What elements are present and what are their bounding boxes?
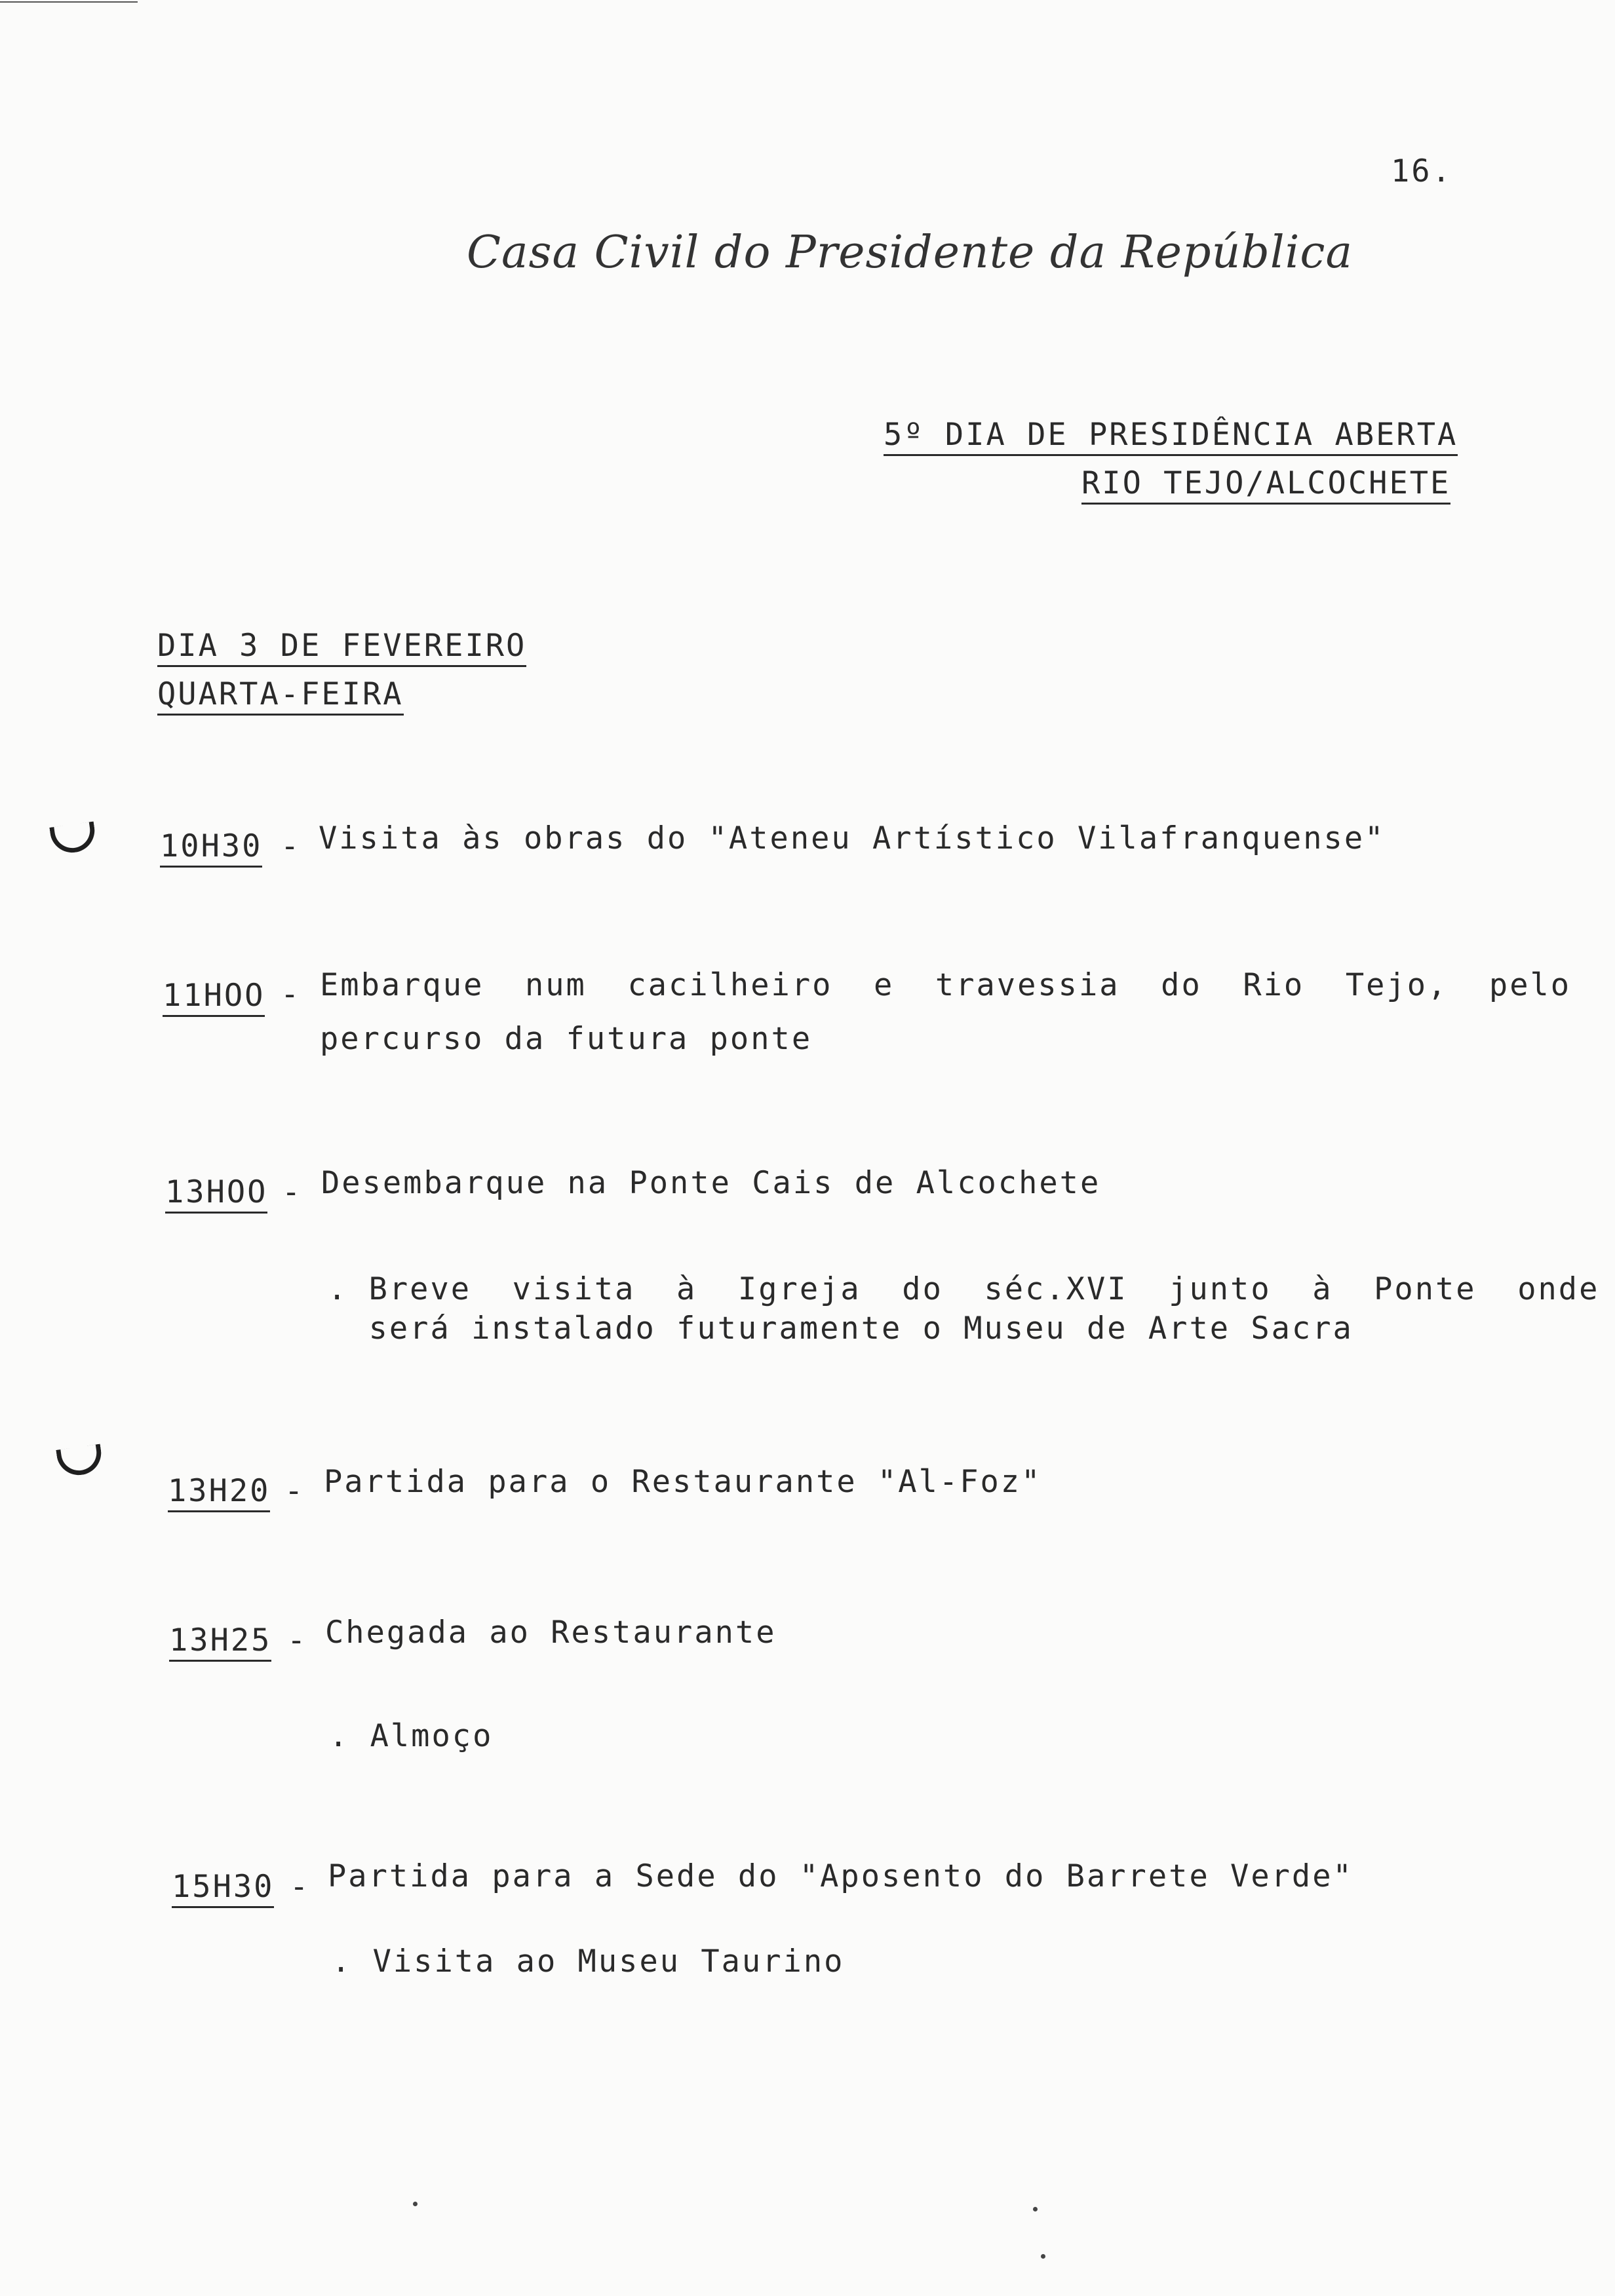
schedule-time: 10H30 [160, 831, 262, 868]
check-mark-icon [56, 1444, 104, 1478]
schedule-text: Embarque num cacilheiro e travessia do Rio Tejo, pelo [320, 967, 1572, 1003]
schedule-text: Chegada ao Restaurante [325, 1615, 777, 1651]
schedule-text: Partida para o Restaurante "Al-Foz" [324, 1464, 1042, 1500]
schedule-dash: - [281, 976, 302, 1012]
header-line-1: 5º DIA DE PRESIDÊNCIA ABERTA [884, 419, 1458, 456]
schedule-subitem: . Visita ao Museu Taurino [332, 1943, 845, 1980]
schedule-dash: - [284, 1473, 305, 1509]
schedule-time: 13H25 [169, 1625, 271, 1662]
schedule-subitem: . Breve visita à Igreja do séc.XVI junto à Ponte onde [328, 1271, 1600, 1307]
schedule-time: 15H30 [172, 1871, 274, 1908]
schedule-text: Visita às obras do "Ateneu Artístico Vilafranquense" [319, 820, 1386, 856]
schedule-text: percurso da futura ponte [320, 1021, 813, 1057]
schedule-time: 13H20 [168, 1476, 270, 1512]
schedule-time: 13HOO [165, 1177, 267, 1214]
schedule-subitem: . Almoço [329, 1718, 494, 1754]
schedule-text: Desembarque na Ponte Cais de Alcochete [321, 1165, 1101, 1201]
schedule-subitem: será instalado futuramente o Museu de Arte Sacra [328, 1311, 1353, 1347]
scan-speck [413, 2202, 418, 2206]
header-line-2: RIO TEJO/ALCOCHETE [1081, 468, 1450, 505]
schedule-dash: - [287, 1622, 308, 1658]
check-mark-icon [49, 821, 97, 855]
schedule-dash: - [281, 828, 302, 864]
page-number: 16. [1391, 153, 1452, 189]
date-day: DIA 3 DE FEVEREIRO [157, 630, 526, 667]
schedule-dash: - [282, 1174, 303, 1210]
scan-speck [1041, 2254, 1045, 2259]
scan-speck [1033, 2207, 1038, 2211]
schedule-time: 11HOO [163, 980, 265, 1017]
schedule-text: Partida para a Sede do "Aposento do Barrete Verde" [328, 1858, 1353, 1894]
schedule-dash: - [290, 1869, 311, 1905]
letterhead: Casa Civil do Presidente da República [467, 227, 1353, 278]
date-weekday: QUARTA-FEIRA [157, 679, 404, 716]
top-rule [0, 1, 138, 3]
